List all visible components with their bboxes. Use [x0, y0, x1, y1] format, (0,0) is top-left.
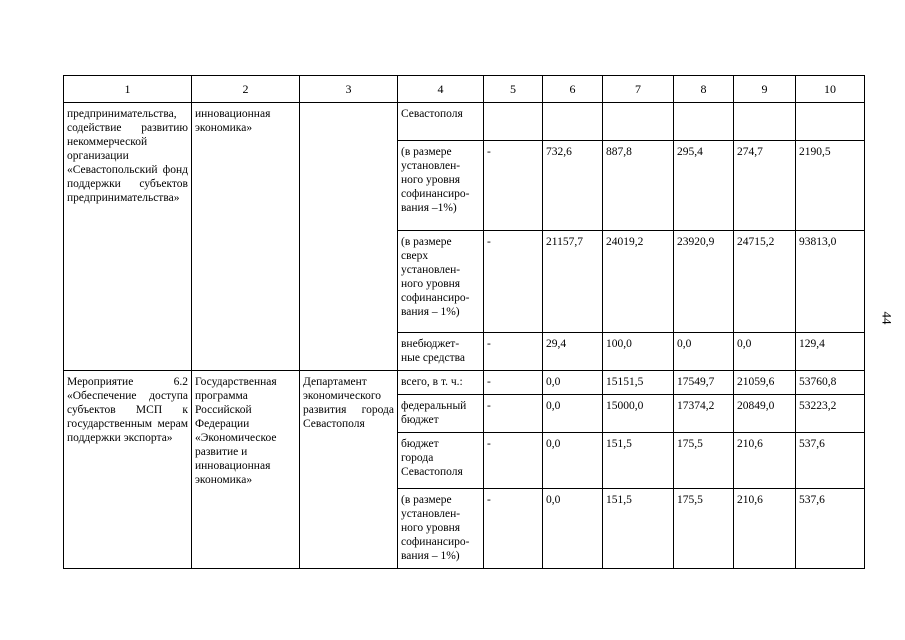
table-cell: - [484, 489, 543, 569]
table-cell: 24019,2 [603, 231, 674, 333]
funding-source-cell: (в размере установлен- ного уровня софинансиро- вания – 1%) [398, 489, 484, 569]
funding-source-cell: федеральный бюджет [398, 395, 484, 433]
header-cell: 9 [734, 76, 796, 103]
event-description-cell: Мероприятие 6.2 «Обеспечение доступа субъектов МСП к государственным мерам поддержки экспорта» [64, 371, 192, 569]
table-cell: 15151,5 [603, 371, 674, 395]
header-cell: 6 [543, 76, 603, 103]
budget-table [63, 75, 865, 569]
table-cell: 93813,0 [796, 231, 865, 333]
table-cell: 20849,0 [734, 395, 796, 433]
table-cell: 732,6 [543, 141, 603, 231]
funding-source-cell: бюджет города Севастополя [398, 433, 484, 489]
table-cell: 29,4 [543, 333, 603, 371]
table-cell: 0,0 [543, 395, 603, 433]
table-cell: 0,0 [543, 433, 603, 489]
table-cell: 0,0 [734, 333, 796, 371]
table-cell: 537,6 [796, 489, 865, 569]
table-cell: 274,7 [734, 141, 796, 231]
table-cell: 0,0 [674, 333, 734, 371]
table-cell: 53223,2 [796, 395, 865, 433]
funding-source-cell: всего, в т. ч.: [398, 371, 484, 395]
table-cell: 23920,9 [674, 231, 734, 333]
table-cell: 0,0 [543, 489, 603, 569]
table-cell: 21157,7 [543, 231, 603, 333]
table-cell: 537,6 [796, 433, 865, 489]
table-cell: - [484, 433, 543, 489]
table-cell: 21059,6 [734, 371, 796, 395]
table-cell: 151,5 [603, 489, 674, 569]
table-cell: 210,6 [734, 489, 796, 569]
table-cell [674, 103, 734, 141]
table-cell: 210,6 [734, 433, 796, 489]
table-cell [734, 103, 796, 141]
header-cell: 1 [64, 76, 192, 103]
table-cell [796, 103, 865, 141]
header-cell: 5 [484, 76, 543, 103]
table-row [64, 103, 865, 141]
table-cell: 887,8 [603, 141, 674, 231]
table-cell: 175,5 [674, 489, 734, 569]
table-cell: 151,5 [603, 433, 674, 489]
table-cell: 175,5 [674, 433, 734, 489]
table-cell: - [484, 141, 543, 231]
table-cell: - [484, 395, 543, 433]
responsible-cell: Департамент экономического развития города Севастополя [300, 371, 398, 569]
table-cell: - [484, 231, 543, 333]
table-cell: 24715,2 [734, 231, 796, 333]
table-cell: 295,4 [674, 141, 734, 231]
table-cell: 100,0 [603, 333, 674, 371]
table-cell: 129,4 [796, 333, 865, 371]
funding-source-cell: (в размере сверх установлен- ного уровня софинансиро- вания – 1%) [398, 231, 484, 333]
table-cell [603, 103, 674, 141]
page-number: 44 [879, 311, 895, 325]
event-description-cell: предпринимательства, содействие развитию некоммерческой организации «Севастопольский фонд поддержки субъектов предпринимательства» [64, 103, 192, 371]
header-cell: 4 [398, 76, 484, 103]
funding-source-cell: внебюджет- ные средства [398, 333, 484, 371]
table-cell: - [484, 371, 543, 395]
table-cell: - [484, 333, 543, 371]
table-cell: 53760,8 [796, 371, 865, 395]
program-cell: Государственная программа Российской Федерации «Экономическое развитие и инновационная экономика» [192, 371, 300, 569]
header-row [64, 76, 865, 103]
header-cell: 2 [192, 76, 300, 103]
header-cell: 10 [796, 76, 865, 103]
table-cell [484, 103, 543, 141]
header-cell: 3 [300, 76, 398, 103]
header-cell: 7 [603, 76, 674, 103]
funding-source-cell: (в размере установлен- ного уровня софинансиро- вания –1%) [398, 141, 484, 231]
responsible-cell [300, 103, 398, 371]
table-cell: 17549,7 [674, 371, 734, 395]
table-cell: 17374,2 [674, 395, 734, 433]
table-cell: 2190,5 [796, 141, 865, 231]
program-cell: инновационная экономика» [192, 103, 300, 371]
header-cell: 8 [674, 76, 734, 103]
table-cell: 15000,0 [603, 395, 674, 433]
table-cell: 0,0 [543, 371, 603, 395]
table-cell [543, 103, 603, 141]
table-row [64, 371, 865, 395]
funding-source-cell: Севастополя [398, 103, 484, 141]
